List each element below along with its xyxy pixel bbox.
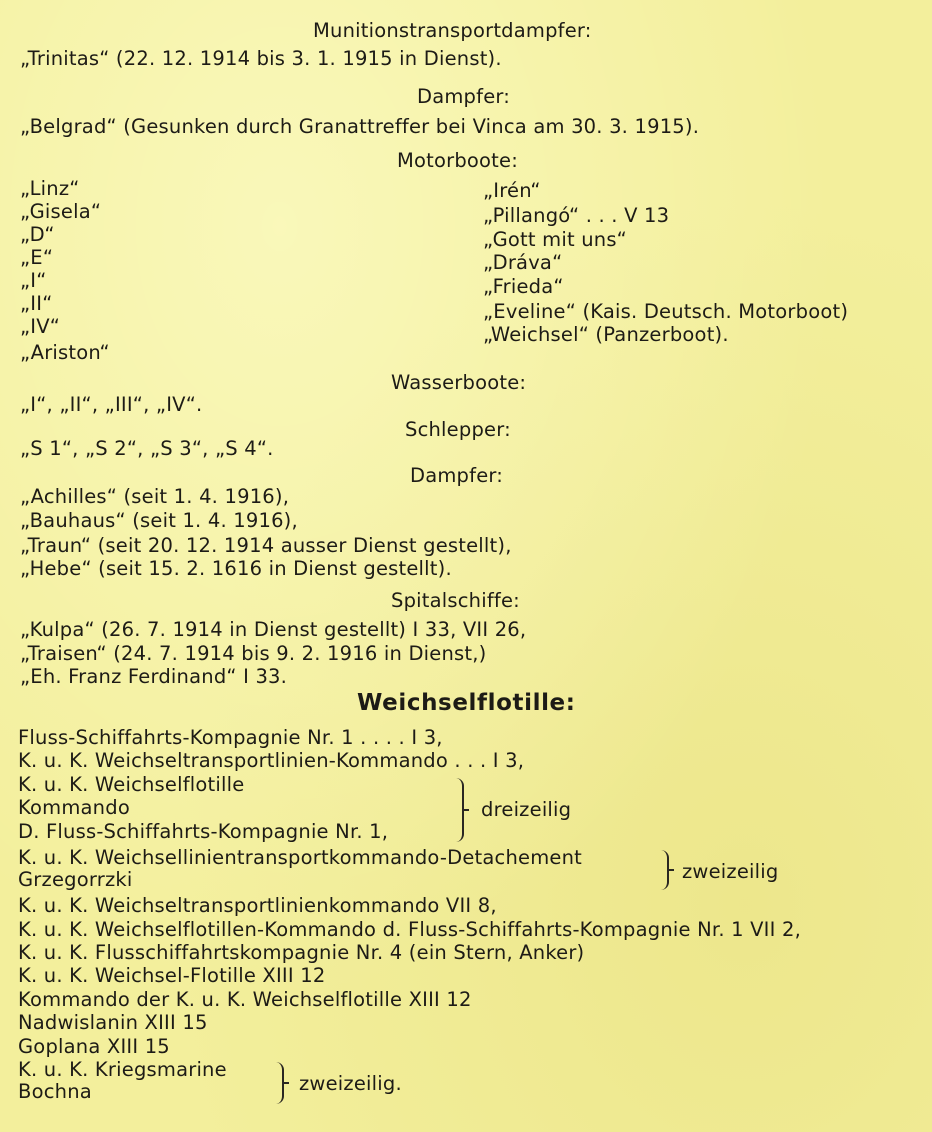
motorboot-right-item: „Gott mit uns“: [483, 228, 627, 251]
weichsel-item: Nadwislanin XIII 15: [18, 1011, 208, 1034]
weichsel-item: Fluss-Schiffahrts-Kompagnie Nr. 1 . . . . I 3,: [18, 726, 443, 749]
motorboot-left-item: „Linz“: [20, 177, 80, 200]
dampfer-item: „Bauhaus“ (seit 1. 4. 1916),: [20, 509, 298, 532]
wasserboote-header: Wasserboote:: [391, 371, 527, 394]
motorboot-left-item: „I“: [20, 269, 47, 292]
dampfer-item: „Achilles“ (seit 1. 4. 1916),: [20, 485, 290, 508]
motorboot-left-item: „IV“: [20, 315, 61, 338]
brace-dreizeilig: [452, 778, 464, 842]
weichsel-item: Grzegorrzki: [18, 868, 133, 891]
motorboote-header: Motorboote:: [397, 149, 518, 172]
spital-item: „Eh. Franz Ferdinand“ I 33.: [20, 665, 288, 688]
motorboot-right-item: „Frieda“: [483, 275, 564, 298]
brace-zweizeilig-2: [272, 1062, 284, 1104]
weichsel-item: K. u. K. Weichselflotille: [18, 773, 245, 796]
weichsel-item: Goplana XIII 15: [18, 1035, 170, 1058]
weichsel-item: K. u. K. Weichseltransportlinienkommando VII 8,: [18, 894, 497, 917]
motorboot-left-item: „Ariston“: [20, 341, 110, 364]
munition-header: Munitionstransportdampfer:: [313, 19, 592, 42]
dampfer-item: „Traun“ (seit 20. 12. 1914 ausser Dienst gestellt),: [20, 534, 512, 557]
weichsel-item: Kommando der K. u. K. Weichselflotille XIII 12: [18, 988, 472, 1011]
zweizeilig-note-1: zweizeilig: [682, 860, 779, 883]
weichsel-item: K. u. K. Weichsel-Flotille XIII 12: [18, 964, 326, 987]
dreizeilig-note: dreizeilig: [481, 798, 572, 821]
spital-item: „Kulpa“ (26. 7. 1914 in Dienst gestellt) I 33, VII 26,: [20, 618, 527, 641]
munition-line: „Trinitas“ (22. 12. 1914 bis 3. 1. 1915 in Dienst).: [20, 47, 502, 70]
spital-header: Spitalschiffe:: [391, 589, 520, 612]
motorboot-right-item: „Dráva“: [483, 251, 563, 274]
schlepper-header: Schlepper:: [405, 418, 511, 441]
weichsel-item: K. u. K. Weichsellinientransportkommando-Detachement: [18, 846, 583, 869]
motorboot-left-item: „Gisela“: [20, 200, 102, 223]
motorboot-right-item: „Pillangó“ . . . V 13: [483, 204, 670, 227]
weichsel-item: K. u. K. Flusschiffahrtskompagnie Nr. 4 (ein Stern, Anker): [18, 941, 585, 964]
dampfer-item: „Hebe“ (seit 15. 2. 1616 in Dienst gestellt).: [20, 557, 452, 580]
weichsel-title: Weichselflotille:: [357, 690, 576, 716]
motorboot-right-item: „Irén“: [483, 179, 541, 202]
motorboot-right-item: „Eveline“ (Kais. Deutsch. Motorboot): [483, 300, 849, 323]
motorboot-left-item: „II“: [20, 292, 53, 315]
weichsel-item: Kommando: [18, 796, 130, 819]
dampfer-line-1: „Belgrad“ (Gesunken durch Granattreffer bei Vinca am 30. 3. 1915).: [20, 115, 700, 138]
zweizeilig-note-2: zweizeilig.: [299, 1072, 402, 1095]
dampfer-header-1: Dampfer:: [417, 85, 511, 108]
brace-zweizeilig-1: [657, 850, 669, 890]
weichsel-item: D. Fluss-Schiffahrts-Kompagnie Nr. 1,: [18, 820, 389, 843]
weichsel-item: Bochna: [18, 1080, 92, 1103]
dampfer-header-2: Dampfer:: [410, 464, 504, 487]
wasserboote-line: „I“, „II“, „III“, „IV“.: [20, 393, 203, 416]
motorboot-left-item: „D“: [20, 223, 55, 246]
weichsel-item: K. u. K. Weichselflotillen-Kommando d. Fluss-Schiffahrts-Kompagnie Nr. 1 VII 2,: [18, 918, 801, 941]
spital-item: „Traisen“ (24. 7. 1914 bis 9. 2. 1916 in Dienst,): [20, 642, 487, 665]
motorboot-left-item: „E“: [20, 246, 54, 269]
motorboot-right-item: „Weichsel“ (Panzerboot).: [483, 323, 729, 346]
weichsel-item: K. u. K. Weichseltransportlinien-Kommando . . . I 3,: [18, 749, 525, 772]
schlepper-line: „S 1“, „S 2“, „S 3“, „S 4“.: [20, 437, 274, 460]
weichsel-item: K. u. K. Kriegsmarine: [18, 1058, 227, 1081]
